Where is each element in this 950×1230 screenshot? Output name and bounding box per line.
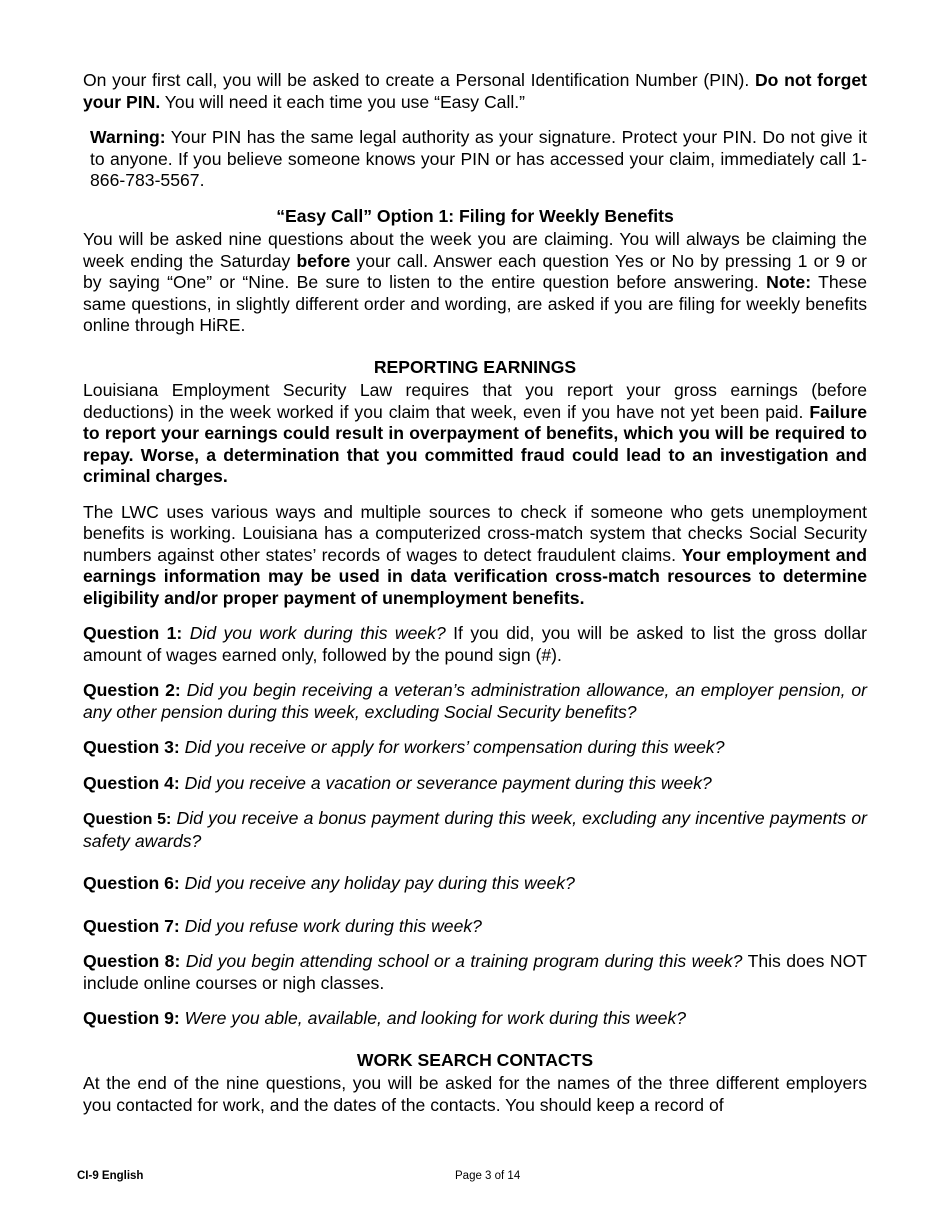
question-1 <box>83 623 867 666</box>
question-label: Question 5: <box>83 811 172 828</box>
note-label: Note: <box>766 272 812 292</box>
question-label: Question 3: <box>83 737 180 757</box>
document-page <box>83 70 867 1116</box>
question-text: Did you work during this week? <box>189 623 446 643</box>
section-heading-easy-call: “Easy Call” Option 1: Filing for Weekly Benefits <box>276 205 674 226</box>
reporting-paragraph-2 <box>83 502 867 610</box>
question-text: Did you receive or apply for workers’ compensation during this week? <box>184 737 725 757</box>
question-6 <box>83 873 867 895</box>
question-label: Question 4: <box>83 772 180 793</box>
question-3 <box>83 737 867 759</box>
question-text: Did you begin attending school or a training program during this week? <box>185 951 743 971</box>
question-5 <box>83 808 867 852</box>
question-label: Question 1: <box>83 623 183 643</box>
intro-paragraph <box>83 70 867 113</box>
reporting-bold-1: Failure to report your earnings could result in overpayment of benefits, which you will be required to repay. Worse, a determination that you committed fraud could lead to an investigation and criminal charges. <box>83 401 867 486</box>
intro-text-2: You will need it each time you use “Easy Call.” <box>160 91 526 112</box>
footer-form-id: CI-9 English <box>77 1170 144 1182</box>
section-heading-reporting-earnings: REPORTING EARNINGS <box>373 356 577 377</box>
question-label: Question 8: <box>83 951 181 971</box>
question-text: Did you receive any holiday pay during this week? <box>184 873 575 893</box>
reporting-paragraph-1 <box>83 380 867 488</box>
warning-paragraph <box>83 127 867 192</box>
question-text: Did you begin receiving a veteran’s administration allowance, an employer pension, or any other pension during this week, excluding Social Security benefits? <box>83 680 868 722</box>
question-extra: If you did, you will be asked to list the gross dollar amount of wages earned only, followed by the pound sign (#). <box>83 623 868 665</box>
work-search-paragraph: At the end of the nine questions, you will be asked for the names of the three different employers you contacted for work, and the dates of the contacts. You should keep a record of <box>83 1073 867 1115</box>
question-text: Did you refuse work during this week? <box>184 915 482 936</box>
reporting-text-1: Louisiana Employment Security Law requires that you report your gross earnings (before deductions) in the week worked if you claim that week, even if you have not yet been paid. <box>83 380 867 422</box>
intro-text: On your first call, you will be asked to create a Personal Identification Number (PIN). <box>83 70 755 90</box>
easy-call-bold: before <box>296 250 351 271</box>
easy-call-text-2: your call. Answer each question Yes or No by pressing 1 or 9 or by saying “One” or “Nine. Be sure to listen to the entire question before answering. <box>83 250 867 292</box>
question-text: Did you receive a vacation or severance payment during this week? <box>184 772 712 793</box>
question-8 <box>83 951 867 994</box>
question-label: Question 6: <box>83 873 180 893</box>
question-9 <box>83 1008 867 1030</box>
intro-bold: Do not forget your PIN. <box>83 70 867 112</box>
reporting-bold-2: Your employment and earnings information may be used in data verification cross-match resources to determine eligibility and/or proper payment of unemployment benefits. <box>83 544 867 608</box>
question-7 <box>83 916 867 938</box>
easy-call-text-3: These same questions, in slightly different order and wording, are asked if you are filing for weekly benefits online through HiRE. <box>83 272 867 335</box>
question-label: Question 2: <box>83 680 181 700</box>
footer-page-number: Page 3 of 14 <box>455 1170 521 1182</box>
easy-call-text: You will be asked nine questions about the week you are claiming. You will always be claiming the week ending the Saturday <box>83 229 867 271</box>
easy-call-paragraph <box>83 229 867 337</box>
warning-label: Warning: <box>90 127 166 147</box>
question-extra: This does NOT include online courses or nigh classes. <box>83 951 868 993</box>
question-4 <box>83 773 867 795</box>
question-2 <box>83 680 867 723</box>
question-text: Did you receive a bonus payment during this week, excluding any incentive payments or safety awards? <box>83 808 867 851</box>
question-label: Question 9: <box>83 1008 180 1028</box>
question-label: Question 7: <box>83 915 180 936</box>
section-heading-work-search: WORK SEARCH CONTACTS <box>356 1049 594 1070</box>
reporting-text-2: The LWC uses various ways and multiple sources to check if someone who gets unemployment benefits is working. Louisiana has a computerized cross-match system that checks Social Security numbers against other states’ records of wages to detect fraudulent claims. <box>83 501 867 565</box>
warning-text: Your PIN has the same legal authority as your signature. Protect your PIN. Do not give it to anyone. If you believe someone knows your PIN or has accessed your claim, immediately call 1-866-783-5567. <box>90 127 867 190</box>
question-text: Were you able, available, and looking for work during this week? <box>184 1008 687 1028</box>
